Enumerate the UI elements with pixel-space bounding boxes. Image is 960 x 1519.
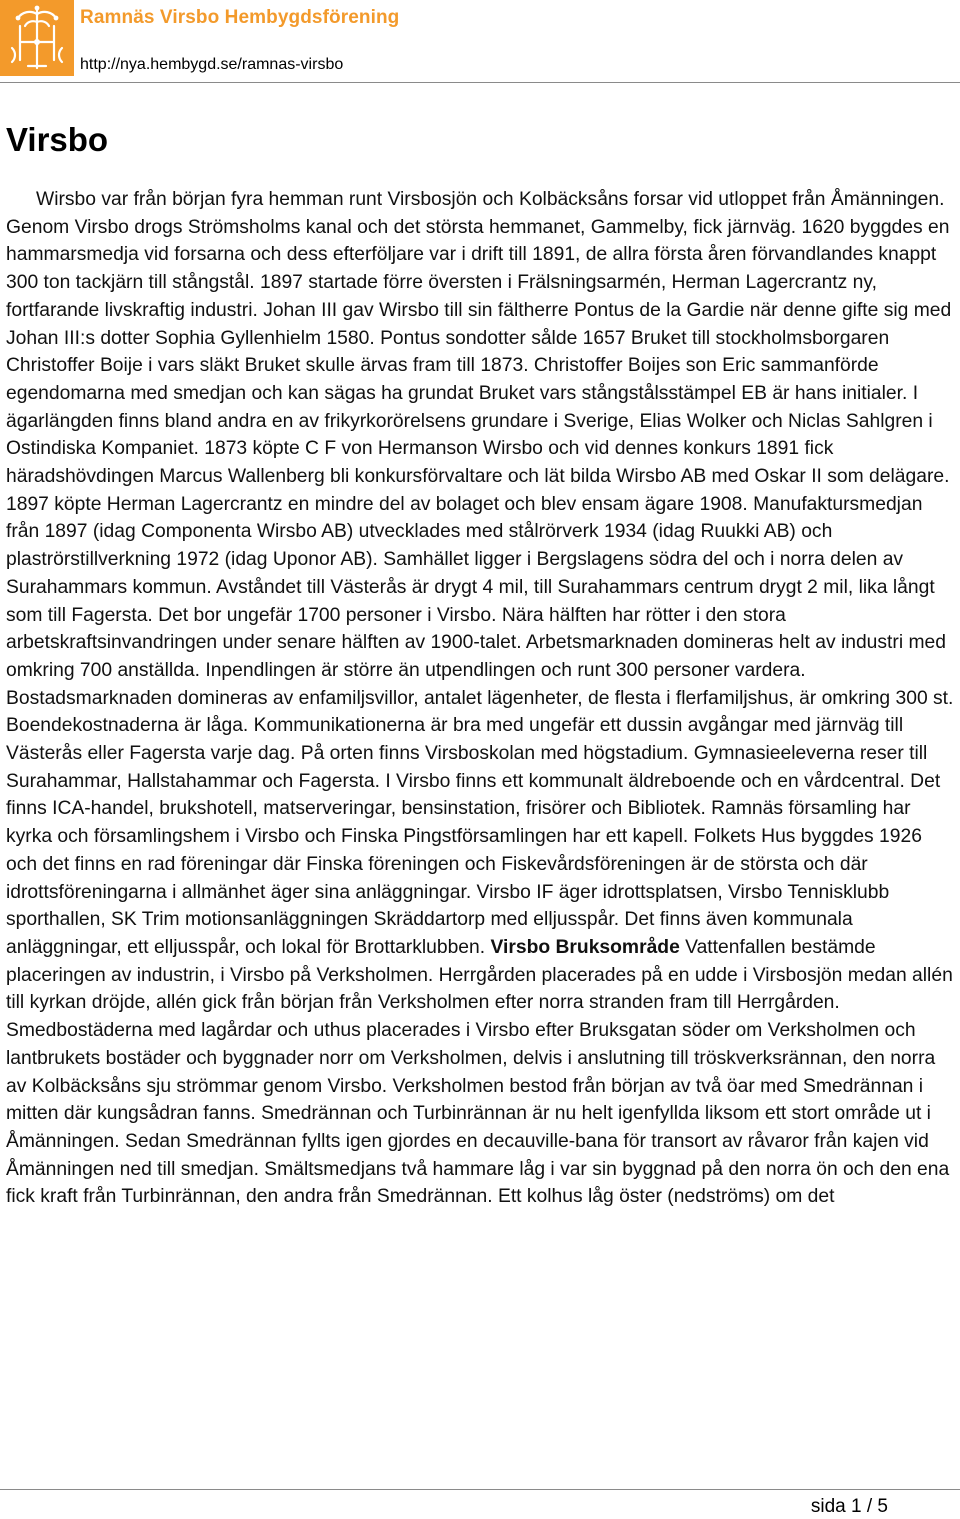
site-title[interactable]: Ramnäs Virsbo Hembygdsförening bbox=[80, 7, 400, 28]
header-divider bbox=[0, 82, 960, 83]
section-heading: Virsbo Bruksområde bbox=[490, 936, 680, 958]
site-url-link[interactable]: http://nya.hembygd.se/ramnas-virsbo bbox=[80, 56, 344, 73]
footer-divider bbox=[0, 1489, 960, 1490]
article-text-part2: Vattenfallen bestämde placeringen av industrin, i Virsbo på Verksholmen. Herrgården placerades på en udde i Virsbosjön medan allén till kyrkan dröjde, allén gick från början från Verksholmen efter norra stranden fram till Herrgården. Smedbostäderna med lagårdar och uthus placerades i Virsbo efter Bruksgatan söder om Verksholmen och lantbrukets bostäder och byggnader norr om Verksholmen, delvis i anslutning till tröskverksrännan, den norra av Kolbäcksåns sju strömmar genom Virsbo. Verksholmen bestod från början av två öar med Smedrännan i mitten där kungsådran fanns. Smedrännan och Turbinrännan är nu helt igenfyllda liksom ett stort område ut i Åmänningen. Sedan Smedrännan fyllts igen gjordes en decauville-bana för transort av råvaror från kajen vid Åmänningen ned till smedjan. Smältsmedjans två hammare låg i var sin byggnad på den norra ön och den ena fick kraft från Turbinrännan, den andra från Smedrännan. Ett kolhus låg öster (nedströms) om det bbox=[6, 936, 953, 1208]
logo-graphic bbox=[0, 0, 74, 76]
page-title: Virsbo bbox=[6, 121, 109, 158]
hembygd-shield-logo-icon[interactable] bbox=[0, 0, 74, 76]
article-text-part1: Wirsbo var från början fyra hemman runt Virsbosjön och Kolbäcksåns forsar vid utloppet från Åmänningen. Genom Virsbo drogs Strömsholms kanal och det största hemmanet, Gammelby, fick järnväg. 1620 byggdes en hammarsmedja vid forsarna och dess efterföljare var i drift till 1891, de allra första åren förvandlandes knappt 300 ton tackjärn till stångstål. 1897 startade förre översten i Frälsningsarmén, Herman Lagercrantz ny, fortfarande livskraftig industri. Johan III gav Wirsbo till sin fältherre Pontus de la Gardie när denne gifte sig med Johan III:s dotter Sophia Gyllenhielm 1580. Pontus sondotter sålde 1657 Bruket till stockholmsborgaren Christoffer Boije i vars släkt Bruket skulle ärvas fram till 1873. Christoffer Boijes son Eric sammanförde egendomarna med smedjan och kan sägas ha grundat Bruket vars stångstålsstämpel EB är hans initialer. I ägarlängden finns bland andra en av frikyrkorörelsens grundare i Sverige, Elias Wolker och Niclas Sahlgren i Ostindiska Kompaniet. 1873 köpte C F von Hermanson Wirsbo och vid dennes konkurs 1891 fick häradshövdingen Marcus Wallenberg bli konkursförvaltare och lät bilda Wirsbo AB med Oskar II som delägare. 1897 köpte Herman Lagercrantz en mindre del av bolaget och blev ensam ägare 1908. Manufaktursmedjan från 1897 (idag Componenta Wirsbo AB) utvecklades med stålrörverk 1934 (idag Ruukki AB) och plaströrstillverkning 1972 (idag Uponor AB). Samhället ligger i Bergslagens södra del och i norra delen av Surahammars kommun. Avståndet till Västerås är drygt 4 mil, till Surahammars centrum drygt 2 mil, lika långt som till Fagersta. Det bor ungefär 1700 personer i Virsbo. Nära hälften har rötter i den stora arbetskraftsinvandringen under senare hälften av 1900-talet. Arbetsmarknaden domineras helt av industri med omkring 700 anställda. Inpendlingen är större än utpendlingen och runt 300 personer vardera. Bostadsmarknaden domineras av enfamiljsvillor, antalet lägenheter, de flesta i flerfamiljshus, är omkring 300 st. Boendekostnaderna är låga. Kommunikationerna är bra med ungefär ett dussin avgångar med järnväg till Västerås eller Fagersta varje dag. På orten finns Virsboskolan med högstadium. Gymnasieeleverna reser till Surahammar, Hallstahammar och Fagersta. I Virsbo finns ett kommunalt äldreboende och en vårdcentral. Det finns ICA-handel, brukshotell, matserveringar, bensinstation, frisörer och Bibliotek. Ramnäs församling har kyrka och församlingshem i Virsbo och Finska Pingstförsamlingen har ett kapell. Folkets Hus byggdes 1926 och det finns en rad föreningar där Finska föreningen och Fiskevårdsföreningen är de största och där idrottsföreningarna i allmänhet äger sina anläggningar. Virsbo IF äger idrottsplatsen, Virsbo Tennisklubb sporthallen, SK Trim motionsanläggningen Skräddartorp med elljusspår. Det finns även kommunala anläggningar, ett elljusspår, och lokal för Brottarklubben. bbox=[6, 189, 954, 958]
article-body bbox=[6, 186, 956, 1211]
page-number: sida 1 / 5 bbox=[810, 1496, 888, 1517]
